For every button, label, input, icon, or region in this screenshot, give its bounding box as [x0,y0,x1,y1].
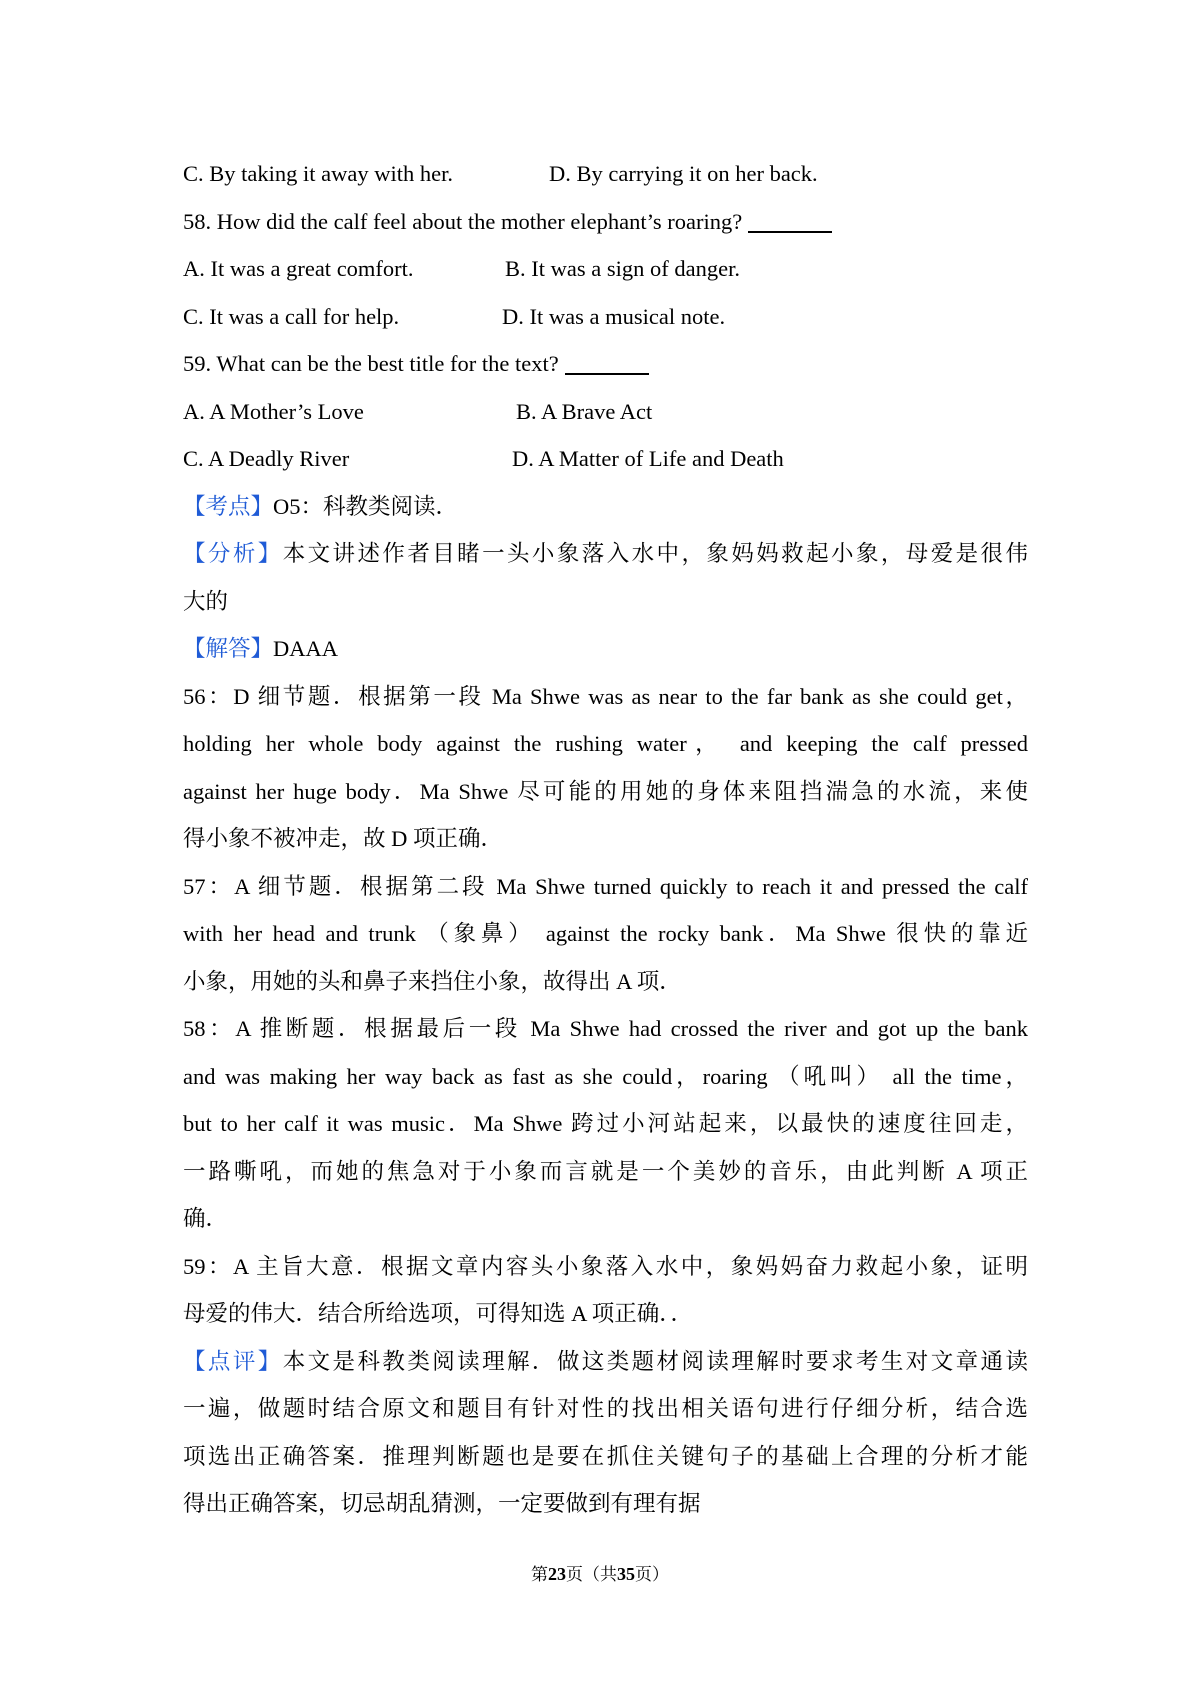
footer-page-number: 23 [548,1564,566,1584]
e59-line-1: 59：A 主旨大意．根据文章内容头小象落入水中，象妈妈奋力救起小象，证明 [183,1253,1028,1279]
e56-line-2: holding her whole body against the rushing water， and keeping the calf pressed [183,731,1028,756]
e57-line-3: 小象，用她的头和鼻子来挡住小象，故得出 A 项． [183,968,682,994]
q58-question-line [183,198,1028,246]
q59-option-d: D. A Matter of Life and Death [512,446,784,471]
q59-options-ab [183,388,1028,436]
q59-option-c: C. A Deadly River [183,446,350,471]
q57-option-c: C. By taking it away with her. [183,161,453,186]
q58-option-b: B. It was a sign of danger. [505,256,740,281]
e57-line-2: with her head and trunk （象鼻） against the rocky bank．Ma Shwe 很快的靠近 [183,921,1028,946]
q57-option-d: D. By carrying it on her back. [549,161,818,186]
dianping-tag: 【点评】 [183,1348,283,1374]
q58-option-d: D. It was a musical note. [502,303,726,329]
q58-answer-blank [748,201,832,233]
q58-question: 58. How did the calf feel about the mother elephant’s roaring? [183,208,743,234]
e56-line-4: 得小象不被冲走，故 D 项正确． [183,826,503,851]
dianping-text-1: 本文是科教类阅读理解．做这类题材阅读理解时要求考生对文章通读 [282,1348,1028,1374]
q58-option-c: C. It was a call for help. [183,303,400,329]
footer-prefix: 第 [531,1565,548,1585]
dianping-line-4: 得出正确答案，切忌胡乱猜测，一定要做到有理有据 [183,1491,701,1516]
q59-option-a: A. A Mother’s Love [183,398,364,424]
q58-options-cd [183,293,1028,341]
fenxi-text-1: 本文讲述作者目睹一头小象落入水中，象妈妈救起小象，母爱是很伟 [282,541,1028,566]
kaodian-tag: 【考点】 [183,493,274,519]
fenxi-tag: 【分析】 [183,541,283,566]
footer-suffix: 页） [635,1565,669,1585]
page-content [183,150,1028,1528]
e56-line-3: against her huge body．Ma Shwe 尽可能的用她的身体来阻挡湍急的水流，来使 [183,778,1028,804]
footer-middle: 页（共 [566,1565,617,1585]
e58-line-5: 确． [183,1206,229,1231]
jieda-tag: 【解答】 [183,636,274,661]
kaodian-text: O5：科教类阅读． [273,493,459,519]
q59-options-cd [183,435,1028,483]
jieda-section [183,625,1028,673]
e59-line-2: 母爱的伟大．结合所给选项，可得知选 A 项正确．． [183,1301,694,1326]
fenxi-line-2 [183,578,1028,626]
dianping-line-2: 一遍，做题时结合原文和题目有针对性的找出相关语句进行仔细分析，结合选 [183,1396,1028,1421]
q59-option-b: B. A Brave Act [516,398,653,424]
fenxi-line-1 [183,530,1028,578]
q59-question-line [183,340,1028,388]
q57-options-cd [183,150,1028,198]
dianping-line-3: 项选出正确答案．推理判断题也是要在抓住关键句子的基础上合理的分析才能 [183,1443,1028,1469]
kaodian-section [183,483,1028,531]
e58-line-1: 58：A 推断题．根据最后一段 Ma Shwe had crossed the river and got up the bank [183,1016,1028,1041]
fenxi-text-2: 大的 [183,588,229,614]
footer-total-pages: 35 [617,1564,635,1584]
q59-question: 59. What can be the best title for the text? [183,351,559,376]
e58-line-2: and was making her way back as fast as she could，roaring （吼叫） all the time， [183,1063,1028,1089]
e57-line-1: 57：A 细节题．根据第二段 Ma Shwe turned quickly to reach it and pressed the calf [183,873,1028,899]
e56-line-1: 56：D 细节题．根据第一段 Ma Shwe was as near to the far bank as she could get， [183,683,1028,709]
e58-line-4: 一路嘶吼，而她的焦急对于小象而言就是一个美妙的音乐，由此判断 A 项正 [183,1158,1028,1184]
e58-line-3: but to her calf it was music．Ma Shwe 跨过小河站起来，以最快的速度往回走， [183,1111,1028,1136]
q58-options-ab [183,245,1028,293]
dianping-line-1 [183,1338,1028,1386]
jieda-text: DAAA [273,636,339,661]
page-footer [0,1560,1200,1585]
q58-option-a: A. It was a great comfort. [183,256,414,281]
q59-answer-blank [565,343,649,375]
